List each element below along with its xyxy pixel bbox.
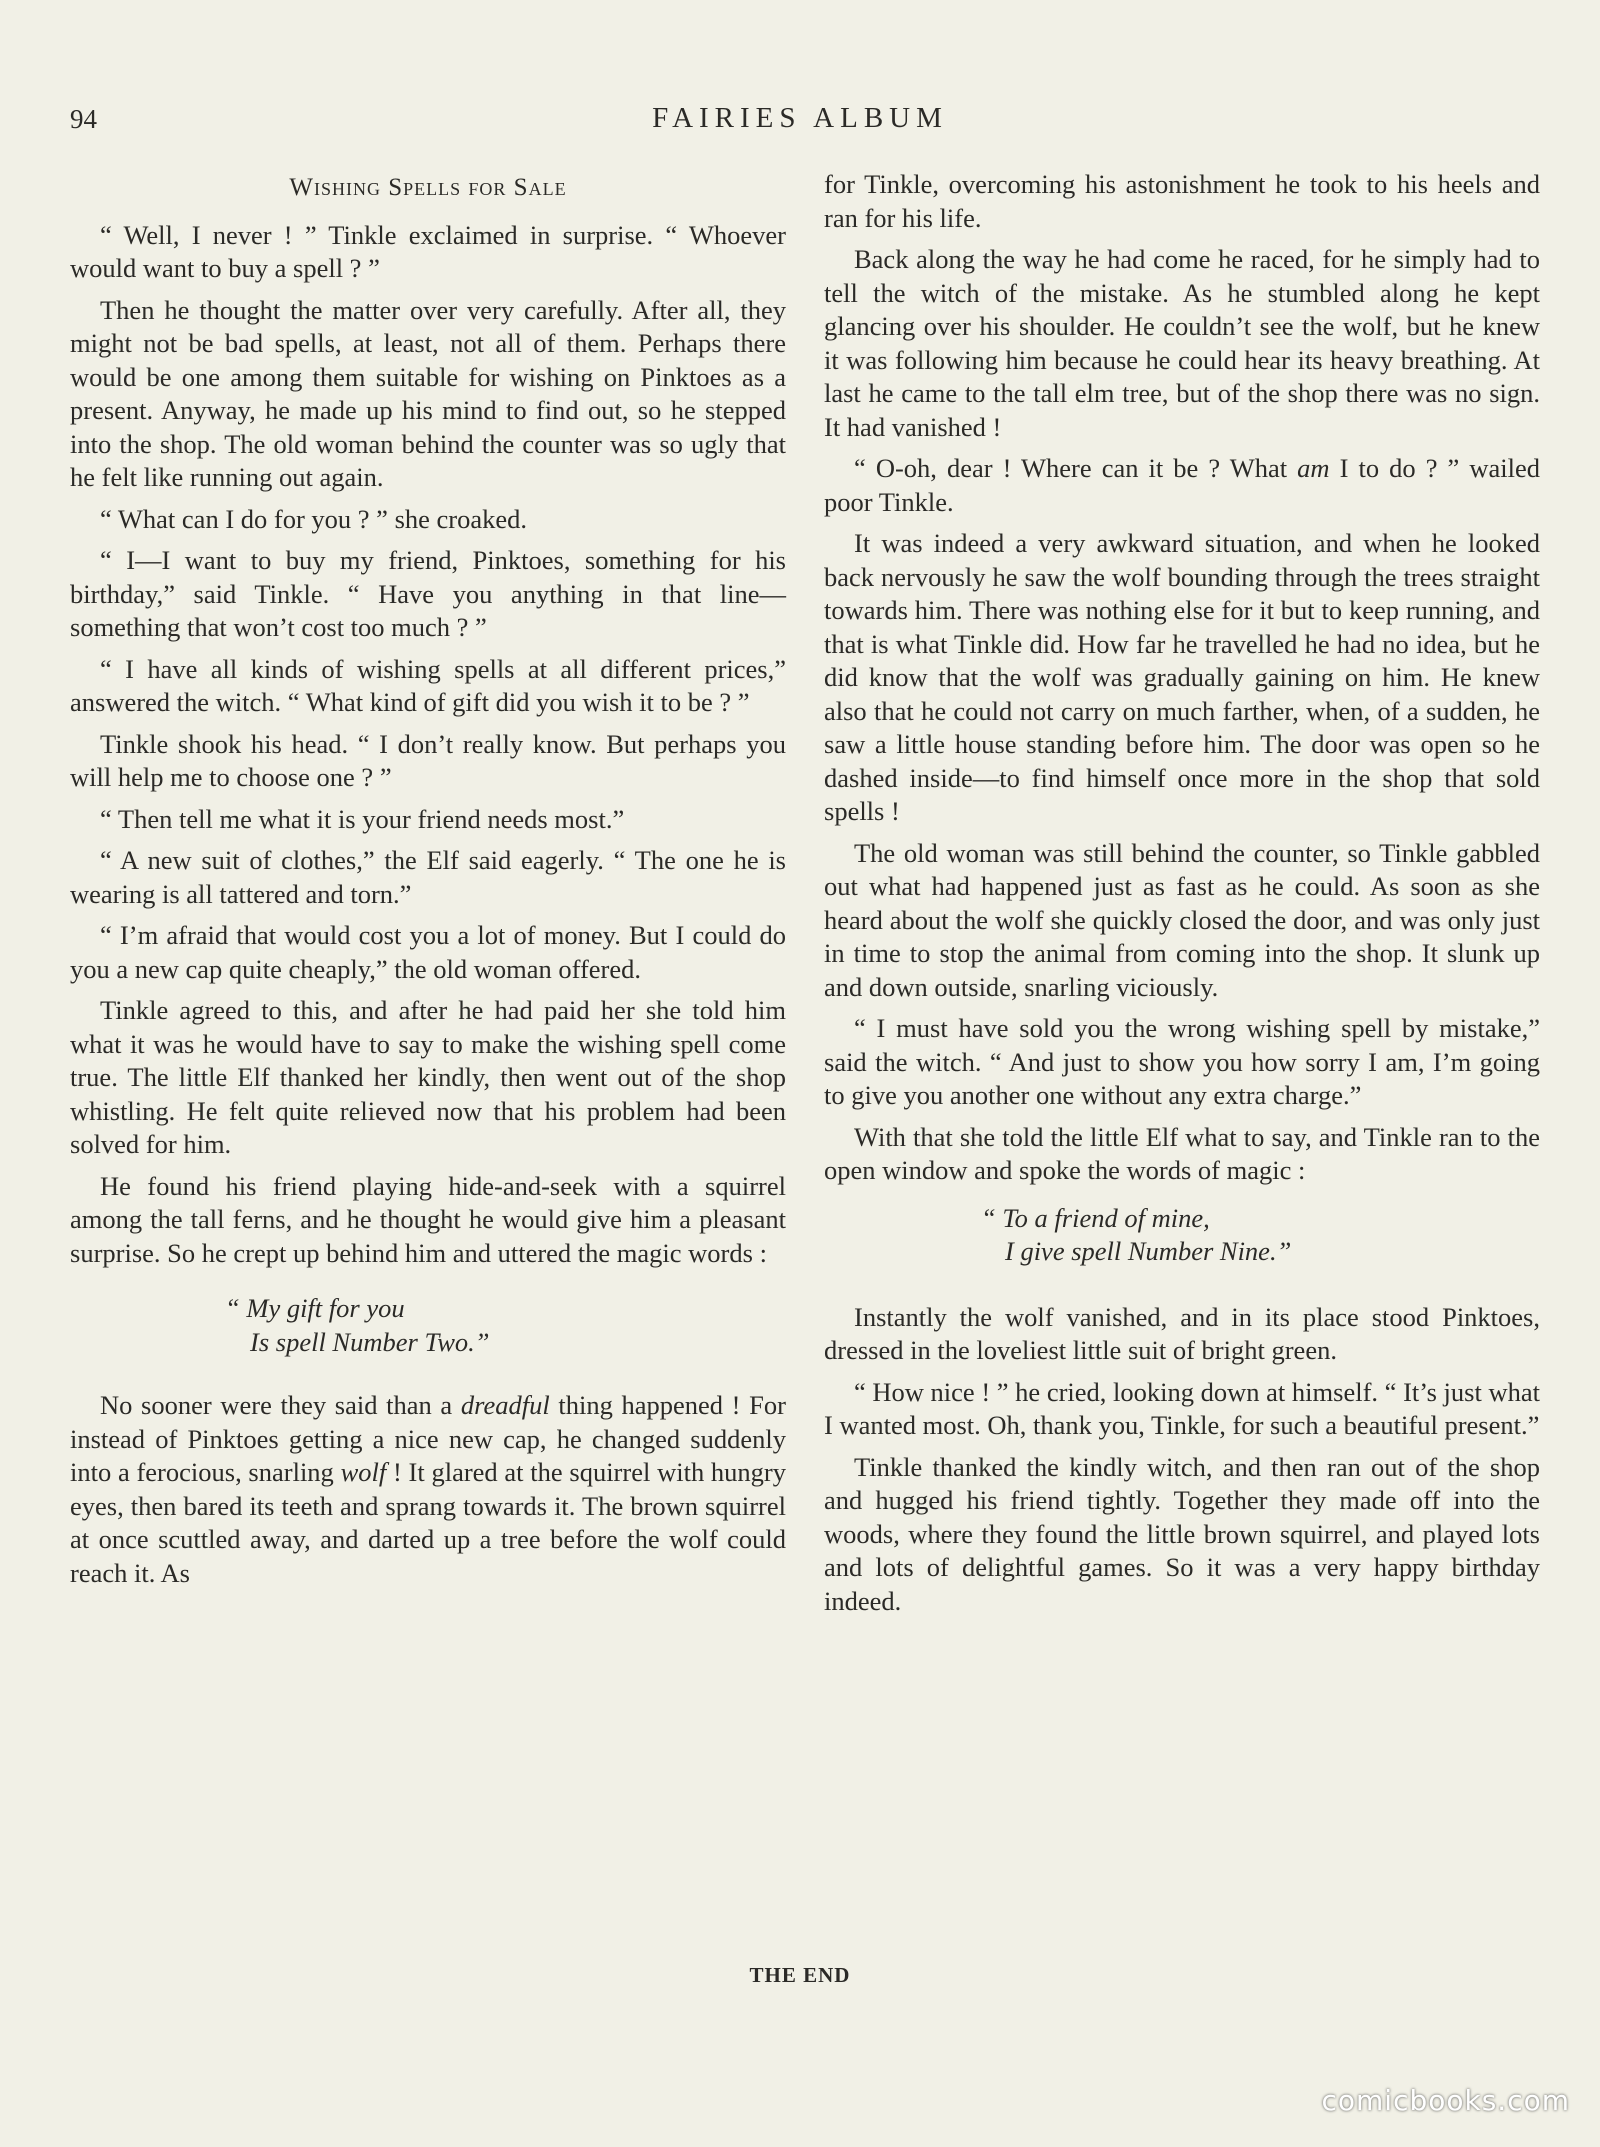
paragraph: “ A new suit of clothes,” the Elf said eagerly. “ The one he is wearing is all tattered and torn.” bbox=[70, 845, 786, 909]
emphasis: dreadful bbox=[460, 1390, 550, 1420]
paragraph: Tinkle thanked the kindly witch, and then ran out of the shop and hugged his friend tightly. Together they made off into the woods, where they found the little brown squirrel, and played lots and lots of delightful games. So it was a very happy birthday indeed. bbox=[824, 1451, 1540, 1616]
text-run: I to do ? ” wailed poor Tinkle. bbox=[824, 453, 1540, 517]
verse-line: “ To a friend of mine, bbox=[981, 1202, 1210, 1233]
text-run: “ O-oh, dear ! Where can it be ? What bbox=[854, 453, 1298, 483]
emphasis: am bbox=[1297, 453, 1330, 483]
paragraph: “ What can I do for you ? ” she croaked. bbox=[100, 503, 528, 534]
the-end-label: THE END bbox=[749, 1963, 851, 1987]
left-column bbox=[70, 168, 786, 1598]
paragraph: Tinkle shook his head. “ I don’t really know. But perhaps you will help me to choose one ? ” bbox=[70, 728, 786, 792]
right-column bbox=[824, 168, 1540, 1626]
paragraph: It was indeed a very awkward situation, and when he looked back nervously he saw the wolf bounding through the trees straight towards him. There was nothing else for it but to keep running, and that is what Tinkle did. How far he travelled he had no idea, but he did know that the wolf was gradually gaining on him. He knew also that he could not carry on much farther, when, of a sudden, he saw a little house standing before him. The door was open so he dashed inside—to find himself once more in the shop that sold spells ! bbox=[824, 528, 1540, 826]
paragraph: Instantly the wolf vanished, and in its place stood Pinktoes, dressed in the loveliest little suit of bright green. bbox=[824, 1301, 1540, 1365]
text-run: No sooner were they said than a bbox=[100, 1390, 461, 1420]
text-run: thing happened ! For instead of Pinktoes getting a nice new cap, he changed suddenly into a ferocious, snarling bbox=[70, 1390, 786, 1487]
paragraph: Back along the way he had come he raced, for he simply had to tell the witch of the mistake. As he stumbled along he kept glancing over his shoulder. He couldn’t see the wolf, but he knew it was following him because he could hear its heavy breathing. At last he came to the tall elm tree, but of the shop there was no sign. It had vanished ! bbox=[824, 244, 1540, 442]
paragraph: “ I must have sold you the wrong wishing spell by mistake,” said the witch. “ And just to show you how sorry I am, I’m going to give you another one without any extra charge.” bbox=[824, 1013, 1540, 1110]
text-run: ! It glared at the squirrel with hungry eyes, then bared its teeth and sprang towards it. The brown squirrel at once scuttled away, and darted up a tree before the wolf could reach it. As bbox=[70, 1457, 787, 1588]
running-title: FAIRIES ALBUM bbox=[652, 102, 948, 134]
verse-line: “ My gift for you bbox=[225, 1293, 405, 1323]
paragraph: “ I’m afraid that would cost you a lot of money. But I could do you a new cap quite cheaply,” the old woman offered. bbox=[70, 920, 786, 984]
verse-line: I give spell Number Nine.” bbox=[1005, 1236, 1292, 1266]
verse-spell-two bbox=[70, 1292, 786, 1359]
watermark: comicbooks.com bbox=[1321, 2084, 1570, 2117]
paragraph: “ Well, I never ! ” Tinkle exclaimed in surprise. “ Whoever would want to buy a spell ? ” bbox=[70, 219, 786, 283]
paragraph: for Tinkle, overcoming his astonishment he took to his heels and ran for his life. bbox=[824, 169, 1540, 233]
paragraph: With that she told the little Elf what to say, and Tinkle ran to the open window and spoke the words of magic : bbox=[824, 1121, 1540, 1185]
story-title: Wishing Spells for Sale bbox=[289, 174, 567, 201]
verse-line: Is spell Number Two.” bbox=[250, 1326, 490, 1357]
paragraph: The old woman was still behind the counter, so Tinkle gabbled out what had happened just as fast as he could. As soon as she heard about the wolf she quickly closed the door, and was only just in time to stop the animal from coming into the shop. It slunk up and down outside, snarling viciously. bbox=[824, 837, 1540, 1002]
paragraph: “ How nice ! ” he cried, looking down at himself. “ It’s just what I wanted most. Oh, thank you, Tinkle, for such a beautiful present.” bbox=[824, 1376, 1540, 1440]
paragraph: “ Then tell me what it is your friend needs most.” bbox=[100, 803, 625, 834]
paragraph: He found his friend playing hide-and-seek with a squirrel among the tall ferns, and he thought he would give him a pleasant surprise. So he crept up behind him and uttered the magic words : bbox=[70, 1170, 786, 1268]
emphasis: wolf bbox=[340, 1457, 387, 1487]
paragraph bbox=[70, 1389, 786, 1590]
verse-spell-nine bbox=[824, 1202, 1540, 1269]
page-number: 94 bbox=[70, 104, 97, 134]
paragraph: Tinkle agreed to this, and after he had paid her she told him what it was he would have to say to make the wishing spell come true. The little Elf thanked her kindly, then went out of the shop whistling. He felt quite relieved now that his problem had been solved for him. bbox=[70, 995, 786, 1159]
paragraph: Then he thought the matter over very carefully. After all, they might not be bad spells, at least, not all of them. Perhaps there would be one among them suitable for wishing on Pinktoes as a present. Anyway, he made up his mind to find out, so he stepped into the shop. The old woman behind the counter was so ugly that he felt like running out again. bbox=[70, 294, 786, 492]
paragraph: “ I have all kinds of wishing spells at all different prices,” answered the witch. “ What kind of gift did you wish it to be ? ” bbox=[70, 653, 786, 717]
paragraph bbox=[824, 452, 1540, 519]
paragraph: “ I—I want to buy my friend, Pinktoes, something for his birthday,” said Tinkle. “ Have you anything in that line—something that won’t cost too much ? ” bbox=[70, 545, 786, 642]
